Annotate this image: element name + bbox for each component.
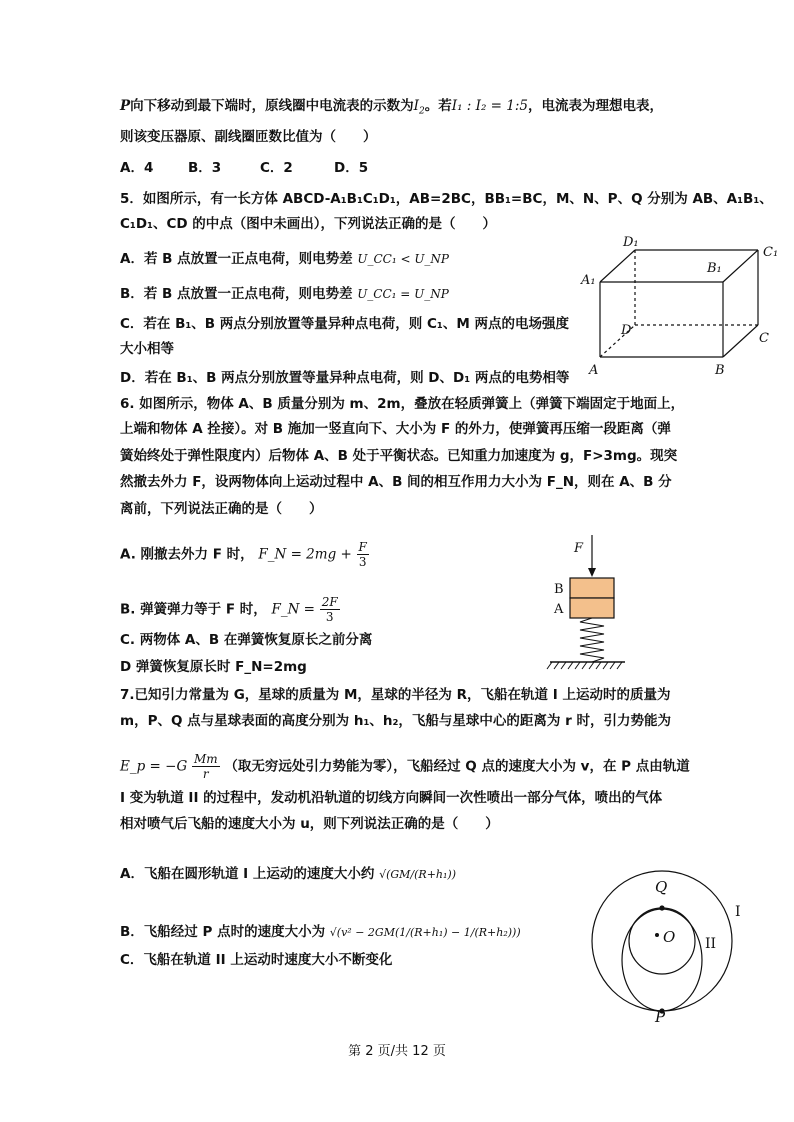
q6-option-a-frac-den: 3 [358,555,367,569]
q7-line5: 相对喷气后飞船的速度大小为 u，则下列说法正确的是（ ） [120,816,499,832]
q6-option-b [120,595,340,624]
label-b1: B₁ [707,261,722,276]
label-c1: C₁ [763,245,779,260]
q6-option-b-frac-num: 2F [321,595,338,609]
label-b: B [715,363,725,378]
label-d1: D₁ [623,235,639,250]
q6-line2: 上端和物体 A 拴接）。对 B 施加一竖直向下、大小为 F 的外力，使弹簧再压缩一段距离（弹 [120,421,671,437]
q7-formula-num: Mm [193,752,218,766]
q7-formula-den: r [202,767,209,781]
cuboid-figure [575,232,785,380]
q6-option-b-lhs: F_N = [271,601,315,618]
q5-option-c2: 大小相等 [120,341,174,357]
q4-option-a: A．4 [120,160,154,176]
q7-line3-rest: （取无穷远处引力势能为零），飞船经过 Q 点的速度大小为 v，在 P 点由轨道 [224,758,690,775]
q4-line1-f: ，电流表为理想电表， [527,98,663,114]
planet [629,908,695,974]
q6-option-a-text: A. 刚撤去外力 F 时， [120,546,254,563]
page-footer: 第 2 页/共 12 页 [348,1044,446,1059]
orbit-figure [585,868,755,1023]
label-p: P [655,1008,666,1023]
q6-option-a-frac [357,540,369,569]
q7-option-a-math: √(GM/(R+h₁)) [379,868,457,881]
spring [580,618,604,662]
q6-option-b-text: B. 弹簧弹力等于 F 时， [120,601,267,618]
q4-line1-d: 2 [419,106,425,117]
q7-option-a [120,863,456,886]
q6-option-b-frac-den: 3 [325,610,334,624]
q4-line1-a: P [120,98,131,114]
label-o: O [663,928,676,946]
q5-option-b-math: U_CC₁ = U_NP [357,287,449,301]
q6-line5: 离前，下列说法正确的是（ ） [120,501,323,517]
q7-line4: I 变为轨道 II 的过程中，发动机沿轨道的切线方向瞬间一次性喷出一部分气体，喷出的气体 [120,790,663,806]
q4-line1-c: I [413,98,419,114]
q4-option-d: D．5 [334,160,369,176]
ground-hatch [547,662,622,669]
q6-line4: 然撤去外力 F，设两物体向上运动过程中 A、B 间的相互作用力大小为 F_N，则在 A、B 分 [120,474,672,490]
q5-stem2: C₁D₁、CD 的中点（图中未画出），下列说法正确的是（ ） [120,216,497,232]
q5-option-c1: C．若在 B₁、B 两点分别放置等量异种点电荷，则 C₁、M 两点的电场强度 [120,316,569,332]
q4-line1-b: 向下移动到最下端时，原线圈中电流表的示数为 [130,98,414,114]
q6-option-b-frac [320,595,340,624]
q7-option-b [120,921,521,944]
q6-option-a [120,540,369,569]
q6-option-c: C. 两物体 A、B 在弹簧恢复原长之前分离 [120,632,373,648]
q4-option-b: B．3 [188,160,222,176]
label-force-f: F [574,541,584,556]
q4-ratio: I₁ : I₂ = 1:5 [451,98,528,114]
label-block-b: B [554,582,564,597]
label-q: Q [655,878,668,896]
q4-line2: 则该变压器原、副线圈匝数比值为（ ） [120,129,377,145]
q7-option-b-text: B．飞船经过 P 点时的速度大小为 [120,924,326,940]
q5-option-b [120,283,449,305]
block-b [570,578,614,598]
q7-option-a-text: A．飞船在圆形轨道 I 上运动的速度大小约 [120,866,375,882]
block-a [570,598,614,618]
q7-option-c: C．飞船在轨道 II 上运动时速度大小不断变化 [120,952,393,968]
point-o [655,933,659,937]
label-orbit-i: I [735,904,741,920]
q4-option-c: C．2 [260,160,293,176]
q7-option-b-math: √(v² − 2GM(1/(R+h₁) − 1/(R+h₂))) [329,926,521,939]
q5-option-d: D．若在 B₁、B 两点分别放置等量异种点电荷，则 D、D₁ 两点的电势相等 [120,370,570,386]
q7-formula-lhs: E_p = −G [120,758,188,775]
q7-line3 [120,752,690,781]
q6-option-a-lhs: F_N = 2mg + [258,546,352,563]
q6-option-d: D 弹簧恢复原长时 F_N=2mg [120,659,307,675]
q7-line1: 7.已知引力常量为 G，星球的质量为 M，星球的半径为 R，飞船在轨道 I 上运动时的质量为 [120,687,671,703]
q6-line1: 6. 如图所示，物体 A、B 质量分别为 m、2m，叠放在轻质弹簧上（弹簧下端固定于地面上， [120,396,685,412]
q6-option-a-frac-num: F [358,540,367,554]
q4-line1 [120,95,663,123]
q4-options [120,157,368,179]
q7-line2: m，P、Q 点与星球表面的高度分别为 h₁、h₂，飞船与星球中心的距离为 r 时，引力势能为 [120,713,671,729]
force-arrow-head-icon [588,568,596,577]
q4-line1-e: 。若 [424,98,452,114]
q5-stem1: 5．如图所示，有一长方体 ABCD-A₁B₁C₁D₁，AB=2BC，BB₁=BC，M、N、P、Q 分别为 AB、A₁B₁、 [120,191,773,207]
q5-option-a-math: U_CC₁ < U_NP [357,252,450,266]
label-block-a: A [554,602,564,617]
q5-option-a [120,248,449,270]
label-c: C [759,331,769,346]
spring-figure [540,530,640,680]
q7-formula-frac [192,752,220,781]
point-q [659,905,664,910]
q6-line3: 簧始终处于弹性限度内）后物体 A、B 处于平衡状态。已知重力加速度为 g，F>3mg。现突 [120,448,678,464]
label-a1: A₁ [581,273,596,288]
label-orbit-ii: II [705,936,717,952]
q5-option-b-text: B．若 B 点放置一正点电荷，则电势差 [120,286,353,302]
q5-option-a-text: A．若 B 点放置一正点电荷，则电势差 [120,251,353,267]
label-d: D [621,323,632,338]
label-a: A [589,363,599,378]
